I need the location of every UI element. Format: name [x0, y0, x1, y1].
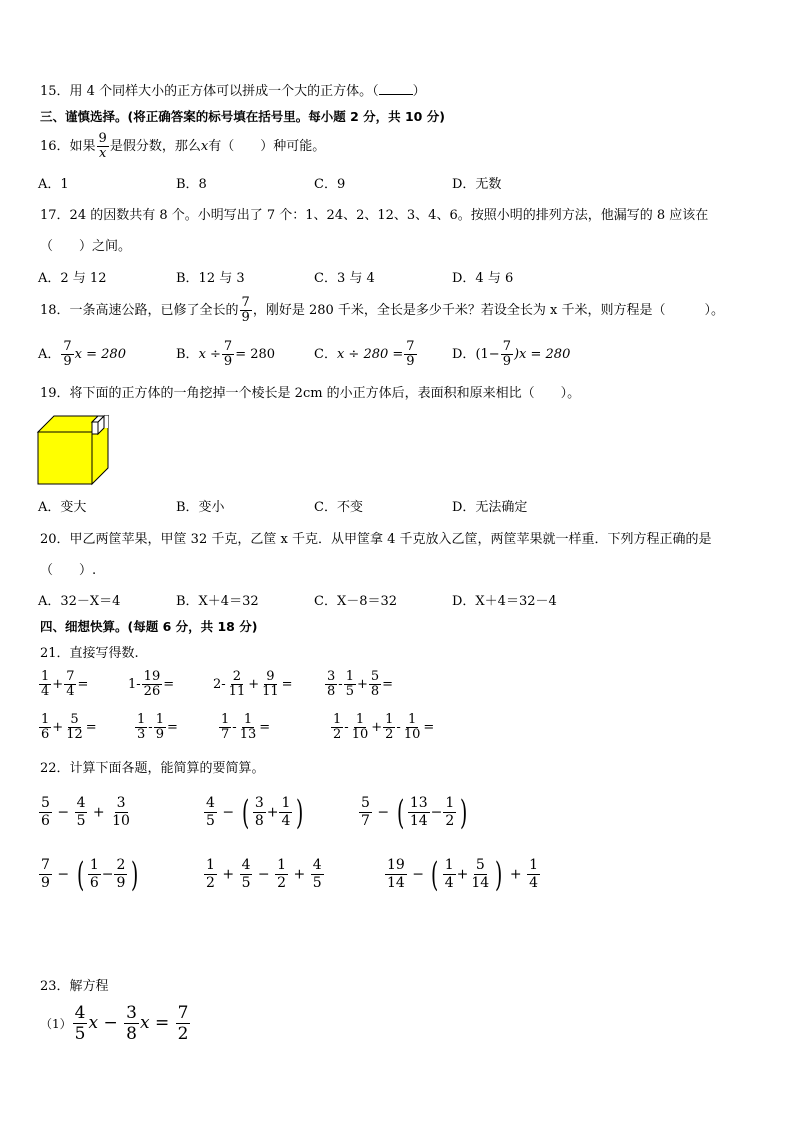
expression-21-3: 2- $\frac{2}{11}$ + $\frac{9}{11}$ = — [213, 669, 293, 699]
expression-21-8: $\frac{1}{2}$ - $\frac{1}{10}$ + $\frac{1}{2}$ - $\frac{1}{10}$ = — [333, 712, 435, 742]
question-15-end: ） — [412, 84, 426, 99]
option-b[interactable]: B．X＋4＝32 — [176, 594, 259, 609]
option-a[interactable]: A． $\frac{7}{9}$ x = 280 — [38, 339, 126, 369]
numerator: 7 — [241, 295, 250, 310]
question-18-text: ，刚好是 280 千米，全长是多少千米？若设全长为 x 千米，则方程是（ ）。 — [252, 303, 725, 318]
sub-question-label: （1） — [40, 1017, 72, 1031]
expression-22-6: $\frac{19}{14}$ − ( $\frac{1}{4}$ + $\frac{5}{14}$ ) + $\frac{1}{4}$ — [387, 854, 539, 895]
question-20-line-2: （ ）. — [40, 563, 97, 578]
section-4-heading: 四、细想快算。(每题 6 分，共 18 分) — [40, 619, 258, 634]
option-a-label: A． — [38, 347, 61, 362]
question-16-text: 是假分数，那么 — [109, 139, 201, 154]
option-d[interactable]: D．X＋4＝32－4 — [452, 594, 557, 609]
option-c[interactable]: C．9 — [314, 177, 346, 192]
expression-21-5: $\frac{1}{6}$ + $\frac{5}{12}$ = — [41, 712, 97, 742]
option-d[interactable]: D．(1− $\frac{7}{9}$ )x = 280 — [452, 339, 571, 369]
option-c[interactable]: C．x ÷ 280 = $\frac{7}{9}$ — [314, 339, 415, 369]
expression-22-5: $\frac{1}{2}$ + $\frac{4}{5}$ − $\frac{1}{2}$ + $\frac{4}{5}$ — [206, 857, 322, 891]
option-a[interactable]: A．32－X＝4 — [38, 594, 121, 609]
option-a[interactable]: A．变大 — [38, 500, 87, 515]
option-d[interactable]: D．4 与 6 — [452, 271, 514, 286]
expression-21-2: 1- $\frac{19}{26}$ = — [128, 669, 175, 699]
question-17-line-2: （ ）之间。 — [40, 239, 132, 254]
option-d-label: D． — [452, 347, 476, 362]
denominator: x — [99, 146, 107, 161]
option-c[interactable]: C．不变 — [314, 500, 363, 515]
expression-22-3: $\frac{5}{7}$ − ( $\frac{13}{14}$ − $\frac{1}{2}$ ) — [361, 792, 468, 833]
expression-21-4: $\frac{3}{8}$ - $\frac{1}{5}$ + $\frac{5}{8}$ = — [327, 669, 394, 699]
expression-22-1: $\frac{5}{6}$ − $\frac{4}{5}$ + $\frac{3}{10}$ — [41, 795, 130, 829]
option-d-head: (1− — [475, 347, 500, 362]
option-d-tail: )x = 280 — [513, 347, 571, 362]
fraction-7-9 — [240, 296, 252, 325]
option-b[interactable]: B．12 与 3 — [176, 271, 245, 286]
question-18-prefix: 18．一条高速公路，已修了全长的 — [40, 303, 239, 318]
answer-blank[interactable] — [379, 82, 413, 95]
question-20-line-1: 20．甲乙两筐苹果，甲筐 32 千克，乙筐 x 千克．从甲筐拿 4 千克放入乙筐，两筐苹果就一样重．下列方程正确的是 — [40, 532, 712, 547]
option-b-label: B． — [176, 347, 199, 362]
section-3-heading: 三、谨慎选择。(将正确答案的标号填在括号里。每小题 2 分，共 10 分) — [40, 109, 445, 124]
question-23-title: 23．解方程 — [40, 979, 109, 994]
expression-21-7: $\frac{1}{7}$ - $\frac{1}{13}$ = — [221, 712, 271, 742]
expression-21-6: $\frac{1}{3}$ - $\frac{1}{9}$ = — [137, 712, 178, 742]
option-d[interactable]: D．无法确定 — [452, 500, 528, 515]
question-15 — [40, 82, 426, 100]
fraction-9-over-x — [97, 132, 109, 161]
cube-figure — [36, 412, 112, 486]
option-b[interactable]: B．8 — [176, 177, 207, 192]
denominator: 9 — [241, 310, 250, 325]
option-a[interactable]: A．1 — [38, 177, 69, 192]
option-c[interactable]: C．X－8＝32 — [314, 594, 398, 609]
question-19: 19．将下面的正方体的一角挖掉一个棱长是 2cm 的小正方体后，表面积和原来相比（ ）。 — [40, 386, 581, 401]
equation-23-1: （1） $\frac{4}{5}$ x − $\frac{3}{8}$ x = $\frac{7}{2}$ — [40, 1003, 189, 1044]
option-c[interactable]: C．3 与 4 — [314, 271, 375, 286]
expression-21-1: $\frac{1}{4}$ + $\frac{7}{4}$ = — [41, 669, 89, 699]
option-c-head: x ÷ 280 = — [336, 347, 404, 362]
question-15-text: 15．用 4 个同样大小的正方体可以拼成一个大的正方体。（ — [40, 84, 379, 99]
question-16 — [40, 132, 325, 161]
question-18 — [40, 296, 724, 325]
question-16-prefix: 16．如果 — [40, 139, 96, 154]
variable-x: x — [200, 139, 209, 154]
option-a-equation: x = 280 — [74, 347, 126, 362]
numerator: 9 — [98, 131, 107, 146]
question-21-title: 21．直接写得数. — [40, 646, 139, 661]
option-b-head: x ÷ — [198, 347, 221, 362]
option-b[interactable]: B．变小 — [176, 500, 225, 515]
question-17-line-1: 17．24 的因数共有 8 个。小明写出了 7 个：1、24、2、12、3、4、6。按照小明的排列方法，他漏写的 8 应该在 — [40, 208, 709, 223]
option-a[interactable]: A．2 与 12 — [38, 271, 107, 286]
expression-22-2: $\frac{4}{5}$ − ( $\frac{3}{8}$ + $\frac{1}{4}$ ) — [206, 792, 304, 833]
question-22-title: 22．计算下面各题，能简算的要简算。 — [40, 761, 265, 776]
expression-22-4: $\frac{7}{9}$ − ( $\frac{1}{6}$ − $\frac{2}{9}$ ) — [41, 854, 139, 895]
option-c-label: C． — [314, 347, 337, 362]
question-16-tail: 有（ ）种可能。 — [208, 139, 326, 154]
option-b-tail: = 280 — [235, 347, 276, 362]
option-d[interactable]: D．无数 — [452, 177, 502, 192]
option-b[interactable]: B．x ÷ $\frac{7}{9}$ = 280 — [176, 339, 276, 369]
